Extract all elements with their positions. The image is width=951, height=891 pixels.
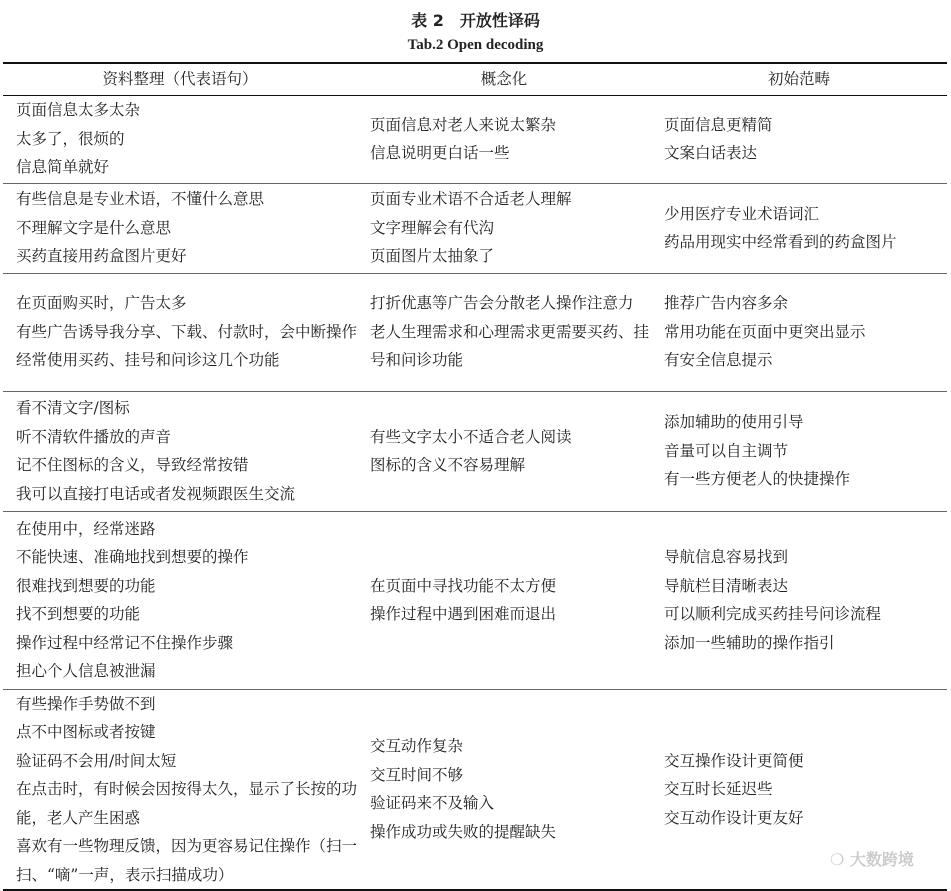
cell-line: 操作成功或失败的提醒缺失 xyxy=(370,822,557,841)
cell-line: 喜欢有一些物理反馈，因为更容易记住操作（扫一扫、“嘀”一声，表示扫描成功） xyxy=(16,837,358,884)
cell-line: 添加一些辅助的操作指引 xyxy=(664,633,835,652)
cell-line: 页面信息对老人来说太繁杂 xyxy=(370,115,557,134)
cell-line: 我可以直接打电话或者发视频跟医生交流 xyxy=(16,484,296,503)
cell-line: 交互时长延迟些 xyxy=(664,780,773,798)
watermark-text: 大数跨境 xyxy=(849,850,914,869)
cell-line: 页面信息更精简 xyxy=(664,115,773,134)
cell-c2 xyxy=(357,689,651,890)
cell-line: 音量可以自主调节 xyxy=(664,441,789,460)
cell-line: 操作过程中经常记不住操作步骤 xyxy=(16,633,234,652)
table-row xyxy=(3,391,947,511)
cell-c2 xyxy=(357,273,651,391)
cell-line: 可以顺利完成买药挂号问诊流程 xyxy=(664,605,882,623)
cell-c1 xyxy=(3,183,357,273)
cell-line: 很难找到想要的功能 xyxy=(16,576,156,595)
table-row xyxy=(3,95,947,183)
cell-line: 少用医疗专业术语词汇 xyxy=(664,204,820,223)
table-caption-en: Tab.2 Open decoding xyxy=(407,37,544,53)
cell-line: 导航栏目清晰表达 xyxy=(664,576,789,595)
cell-line: 太多了，很烦的 xyxy=(16,129,125,148)
header-conceptualization: 概念化 xyxy=(357,63,651,95)
cell-line: 信息简单就好 xyxy=(16,158,110,177)
cell-line: 在点击时，有时候会因按得太久，显示了长按的功能，老人产生困惑 xyxy=(16,780,358,827)
cell-line: 推荐广告内容多余 xyxy=(664,294,789,313)
cell-line: 页面信息太多太杂 xyxy=(16,101,141,120)
watermark-logo xyxy=(830,850,914,870)
cell-line: 不能快速、准确地找到想要的操作 xyxy=(16,548,249,566)
cell-c2 xyxy=(357,511,651,689)
open-decoding-table xyxy=(3,62,947,891)
cell-line: 信息说明更白话一些 xyxy=(370,144,510,162)
cell-c1 xyxy=(3,511,357,689)
cell-line: 在使用中，经常迷路 xyxy=(16,519,156,538)
cell-line: 打折优惠等广告会分散老人操作注意力 xyxy=(370,294,634,313)
cell-c3 xyxy=(651,511,947,689)
cell-line: 不理解文字是什么意思 xyxy=(16,218,172,237)
cell-line: 有些文字太小不适合老人阅读 xyxy=(370,427,572,446)
cell-c1 xyxy=(3,391,357,511)
cell-line: 交互动作复杂 xyxy=(370,737,464,756)
cell-line: 页面图片太抽象了 xyxy=(370,247,495,266)
cell-line: 买药直接用药盒图片更好 xyxy=(16,247,187,266)
table-row xyxy=(3,689,947,890)
cell-line: 交互操作设计更简便 xyxy=(664,751,804,770)
cell-line: 老人生理需求和心理需求更需要买药、挂号和问诊功能 xyxy=(370,322,650,370)
cell-c1 xyxy=(3,689,357,890)
cell-line: 药品用现实中经常看到的药盒图片 xyxy=(664,233,897,251)
cell-line: 交互时间不够 xyxy=(370,765,464,784)
cell-c3 xyxy=(651,183,947,273)
cell-line: 看不清文字/图标 xyxy=(16,399,130,417)
cell-line: 验证码来不及输入 xyxy=(370,794,495,813)
cell-line: 点不中图标或者按键 xyxy=(16,723,156,741)
table-row xyxy=(3,273,947,391)
cell-line: 有一些方便老人的快捷操作 xyxy=(664,470,851,489)
cell-line: 页面专业术语不合适老人理解 xyxy=(370,190,572,209)
cell-line: 听不清软件播放的声音 xyxy=(16,427,172,446)
header-data-organization: 资料整理（代表语句） xyxy=(3,63,357,95)
cell-line: 常用功能在页面中更突出显示 xyxy=(664,322,866,341)
cell-line: 经常使用买药、挂号和问诊这几个功能 xyxy=(16,351,280,370)
header-initial-category: 初始范畴 xyxy=(651,63,947,95)
cell-line: 添加辅助的使用引导 xyxy=(664,413,804,432)
cell-line: 文案白话表达 xyxy=(664,144,758,162)
cell-line: 担心个人信息被泄漏 xyxy=(16,662,156,680)
cell-c3 xyxy=(651,273,947,391)
cell-line: 操作过程中遇到困难而退出 xyxy=(370,605,557,623)
cell-line: 交互动作设计更友好 xyxy=(664,808,804,827)
cell-c3 xyxy=(651,391,947,511)
cell-line: 文字理解会有代沟 xyxy=(370,218,495,237)
cell-line: 记不住图标的含义，导致经常按错 xyxy=(16,456,249,474)
cell-c2 xyxy=(357,183,651,273)
cell-c2 xyxy=(357,391,651,511)
cell-c1 xyxy=(3,273,357,391)
cell-line: 在页面中寻找功能不太方便 xyxy=(370,576,557,595)
cell-line: 找不到想要的功能 xyxy=(16,605,141,623)
cell-line: 验证码不会用/时间太短 xyxy=(16,751,177,770)
cell-line: 在页面购买时，广告太多 xyxy=(16,294,187,313)
cell-c3 xyxy=(651,95,947,183)
cell-line: 有些信息是专业术语，不懂什么意思 xyxy=(16,190,265,209)
cell-c1 xyxy=(3,95,357,183)
cell-line: 图标的含义不容易理解 xyxy=(370,456,526,474)
table-row xyxy=(3,511,947,689)
cell-line: 导航信息容易找到 xyxy=(664,548,789,566)
table-row xyxy=(3,183,947,273)
table-header-row xyxy=(3,63,947,95)
cell-line: 有些操作手势做不到 xyxy=(16,694,156,713)
cell-line: 有安全信息提示 xyxy=(664,351,773,370)
table-caption-cn: 表 2 开放性译码 xyxy=(411,11,540,30)
cell-c2 xyxy=(357,95,651,183)
cell-line: 有些广告诱导我分享、下载、付款时，会中断操作 xyxy=(16,322,358,341)
watermark-icon: ❍ xyxy=(830,850,850,869)
